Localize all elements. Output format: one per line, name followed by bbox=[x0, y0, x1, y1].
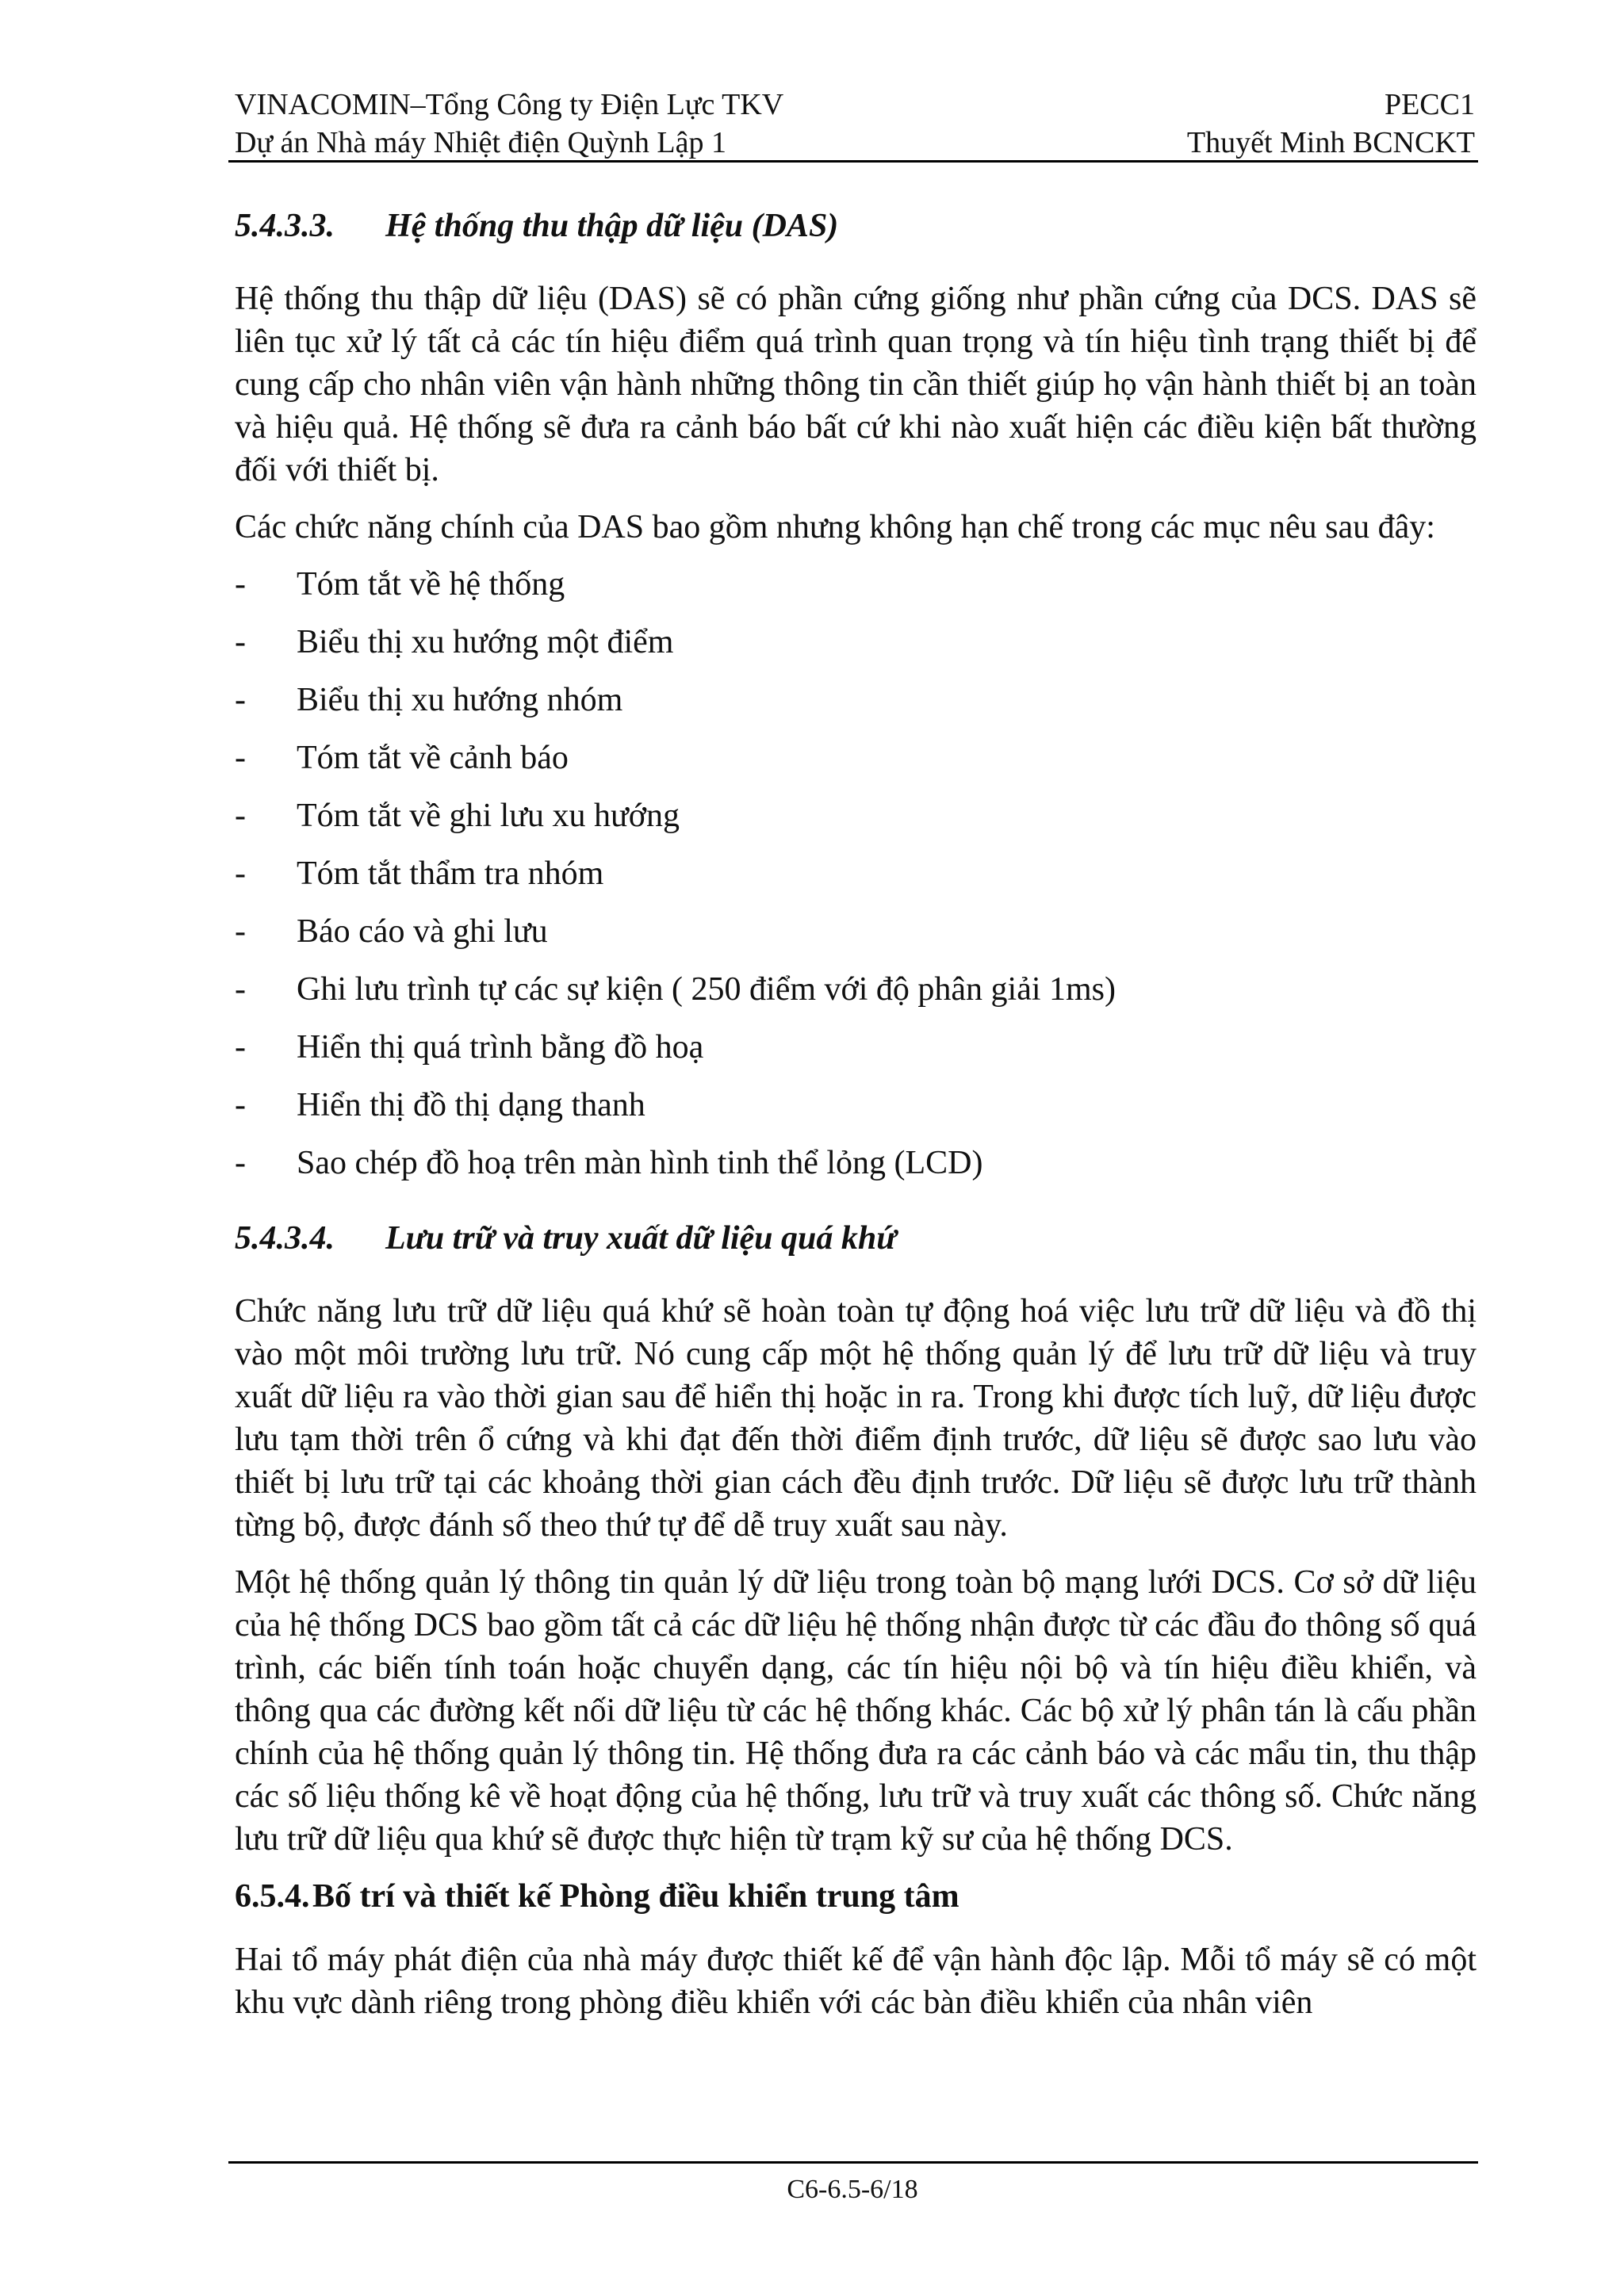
list-item-text: Hiển thị quá trình bằng đồ hoạ bbox=[297, 1029, 704, 1066]
page-header bbox=[235, 86, 1475, 162]
list-item bbox=[235, 852, 1477, 910]
section-number: 5.4.3.4. bbox=[235, 1220, 335, 1257]
header-row-2 bbox=[235, 124, 1475, 162]
paragraph: Các chức năng chính của DAS bao gồm nhưng không hạn chế trong các mục nêu sau đây: bbox=[235, 509, 1435, 545]
list-item bbox=[235, 1142, 1477, 1200]
paragraph: Hệ thống thu thập dữ liệu (DAS) sẽ có phần cứng giống như phần cứng của DCS. DAS sẽ liên tục xử lý tất cả các tín hiệu điểm quá trình quan trọng và tín hiệu tình trạng thiết bị để cung cấp cho nhân viên vận hành những thông tin cần thiết giúp họ vận hành thiết bị an toàn và hiệu quả. Hệ thống sẽ đưa ra cảnh báo bất cứ khi nào xuất hiện các điều kiện bất thường đối với thiết bị. bbox=[235, 281, 1477, 488]
list-item-text: Hiển thị đồ thị dạng thanh bbox=[297, 1087, 645, 1123]
list-item-text: Sao chép đồ hoạ trên màn hình tinh thể lỏng (LCD) bbox=[297, 1145, 983, 1181]
list-dash: - bbox=[235, 1145, 246, 1181]
list-dash: - bbox=[235, 971, 246, 1008]
list-item-text: Tóm tắt thẩm tra nhóm bbox=[297, 855, 604, 892]
list-item-text: Tóm tắt về ghi lưu xu hướng bbox=[297, 798, 680, 834]
header-doc-type: Thuyết Minh BCNCKT bbox=[1186, 126, 1475, 159]
list-dash: - bbox=[235, 913, 246, 950]
section-number: 5.4.3.3. bbox=[235, 208, 335, 244]
header-org-code: PECC1 bbox=[1384, 88, 1475, 121]
header-company: VINACOMIN–Tổng Công ty Điện Lực TKV bbox=[235, 88, 784, 121]
paragraph: Chức năng lưu trữ dữ liệu quá khứ sẽ hoàn toàn tự động hoá việc lưu trữ dữ liệu và đồ thị vào một môi trường lưu trữ. Nó cung cấp một hệ thống quản lý để lưu trữ dữ liệu và truy xuất dữ liệu ra vào thời gian sau để hiển thị hoặc in ra. Trong khi được tích luỹ, dữ liệu được lưu tạm thời trên ổ cứng và khi đạt đến thời điểm định trước, dữ liệu sẽ được sao lưu vào thiết bị lưu trữ tại các khoảng thời gian cách đều định trước. Dữ liệu sẽ được lưu trữ thành từng bộ, được đánh số theo thứ tự để dễ truy xuất sau này. bbox=[235, 1293, 1477, 1544]
list-item bbox=[235, 621, 1477, 679]
page-footer bbox=[0, 2172, 1624, 2207]
list-item bbox=[235, 968, 1477, 1026]
section-title: Lưu trữ và truy xuất dữ liệu quá khứ bbox=[385, 1220, 897, 1257]
section-heading-control-room bbox=[235, 1875, 1477, 1918]
list-item bbox=[235, 910, 1477, 968]
list-item bbox=[235, 1026, 1477, 1084]
paragraph: Hai tổ máy phát điện của nhà máy được thiết kế để vận hành độc lập. Mỗi tổ máy sẽ có một khu vực dành riêng trong phòng điều khiển với các bàn điều khiển của nhân viên bbox=[235, 1942, 1477, 2021]
list-item-text: Ghi lưu trình tự các sự kiện ( 250 điểm với độ phân giải 1ms) bbox=[297, 971, 1116, 1008]
list-item-text: Tóm tắt về cảnh báo bbox=[297, 740, 569, 776]
list-item bbox=[235, 737, 1477, 794]
header-row-1 bbox=[235, 86, 1475, 124]
list-dash: - bbox=[235, 566, 246, 603]
section-heading-historical-data bbox=[235, 1217, 1477, 1260]
section-title: Bố trí và thiết kế Phòng điều khiển trung tâm bbox=[312, 1878, 959, 1915]
list-dash: - bbox=[235, 1087, 246, 1123]
list-item bbox=[235, 794, 1477, 852]
page-reference: C6-6.5-6/18 bbox=[787, 2175, 918, 2204]
footer-divider bbox=[228, 2161, 1478, 2164]
paragraph: Một hệ thống quản lý thông tin quản lý dữ liệu trong toàn bộ mạng lưới DCS. Cơ sở dữ liệu của hệ thống DCS bao gồm tất cả các dữ liệu hệ thống nhận được từ các đầu đo thông số quá trình, các biến tính toán hoặc chuyển dạng, các tín hiệu nội bộ và tín hiệu điều khiển, và thông qua các đường kết nối dữ liệu từ các hệ thống khác. Các bộ xử lý phân tán là cấu phần chính của hệ thống quản lý thông tin. Hệ thống đưa ra các cảnh báo và các mẩu tin, thu thập các số liệu thống kê về hoạt động của hệ thống, lưu trữ và truy xuất các thông số. Chức năng lưu trữ dữ liệu qua khứ sẽ được thực hiện từ trạm kỹ sư của hệ thống DCS. bbox=[235, 1564, 1477, 1858]
list-item bbox=[235, 563, 1477, 621]
list-dash: - bbox=[235, 855, 246, 892]
header-project: Dự án Nhà máy Nhiệt điện Quỳnh Lập 1 bbox=[235, 126, 727, 159]
list-item bbox=[235, 1084, 1477, 1142]
list-dash: - bbox=[235, 682, 246, 718]
list-item-text: Biểu thị xu hướng một điểm bbox=[297, 624, 674, 660]
list-dash: - bbox=[235, 1029, 246, 1066]
list-dash: - bbox=[235, 798, 246, 834]
section-heading-das bbox=[235, 205, 1477, 247]
list-item-text: Biểu thị xu hướng nhóm bbox=[297, 682, 623, 718]
function-list bbox=[235, 563, 1477, 1200]
section-number: 6.5.4. bbox=[235, 1878, 310, 1915]
list-dash: - bbox=[235, 740, 246, 776]
list-item bbox=[235, 679, 1477, 737]
section-title: Hệ thống thu thập dữ liệu (DAS) bbox=[385, 208, 839, 244]
header-divider bbox=[228, 160, 1478, 163]
list-item-text: Báo cáo và ghi lưu bbox=[297, 913, 548, 950]
list-item-text: Tóm tắt về hệ thống bbox=[297, 566, 565, 603]
page-body bbox=[235, 205, 1477, 2038]
list-dash: - bbox=[235, 624, 246, 660]
